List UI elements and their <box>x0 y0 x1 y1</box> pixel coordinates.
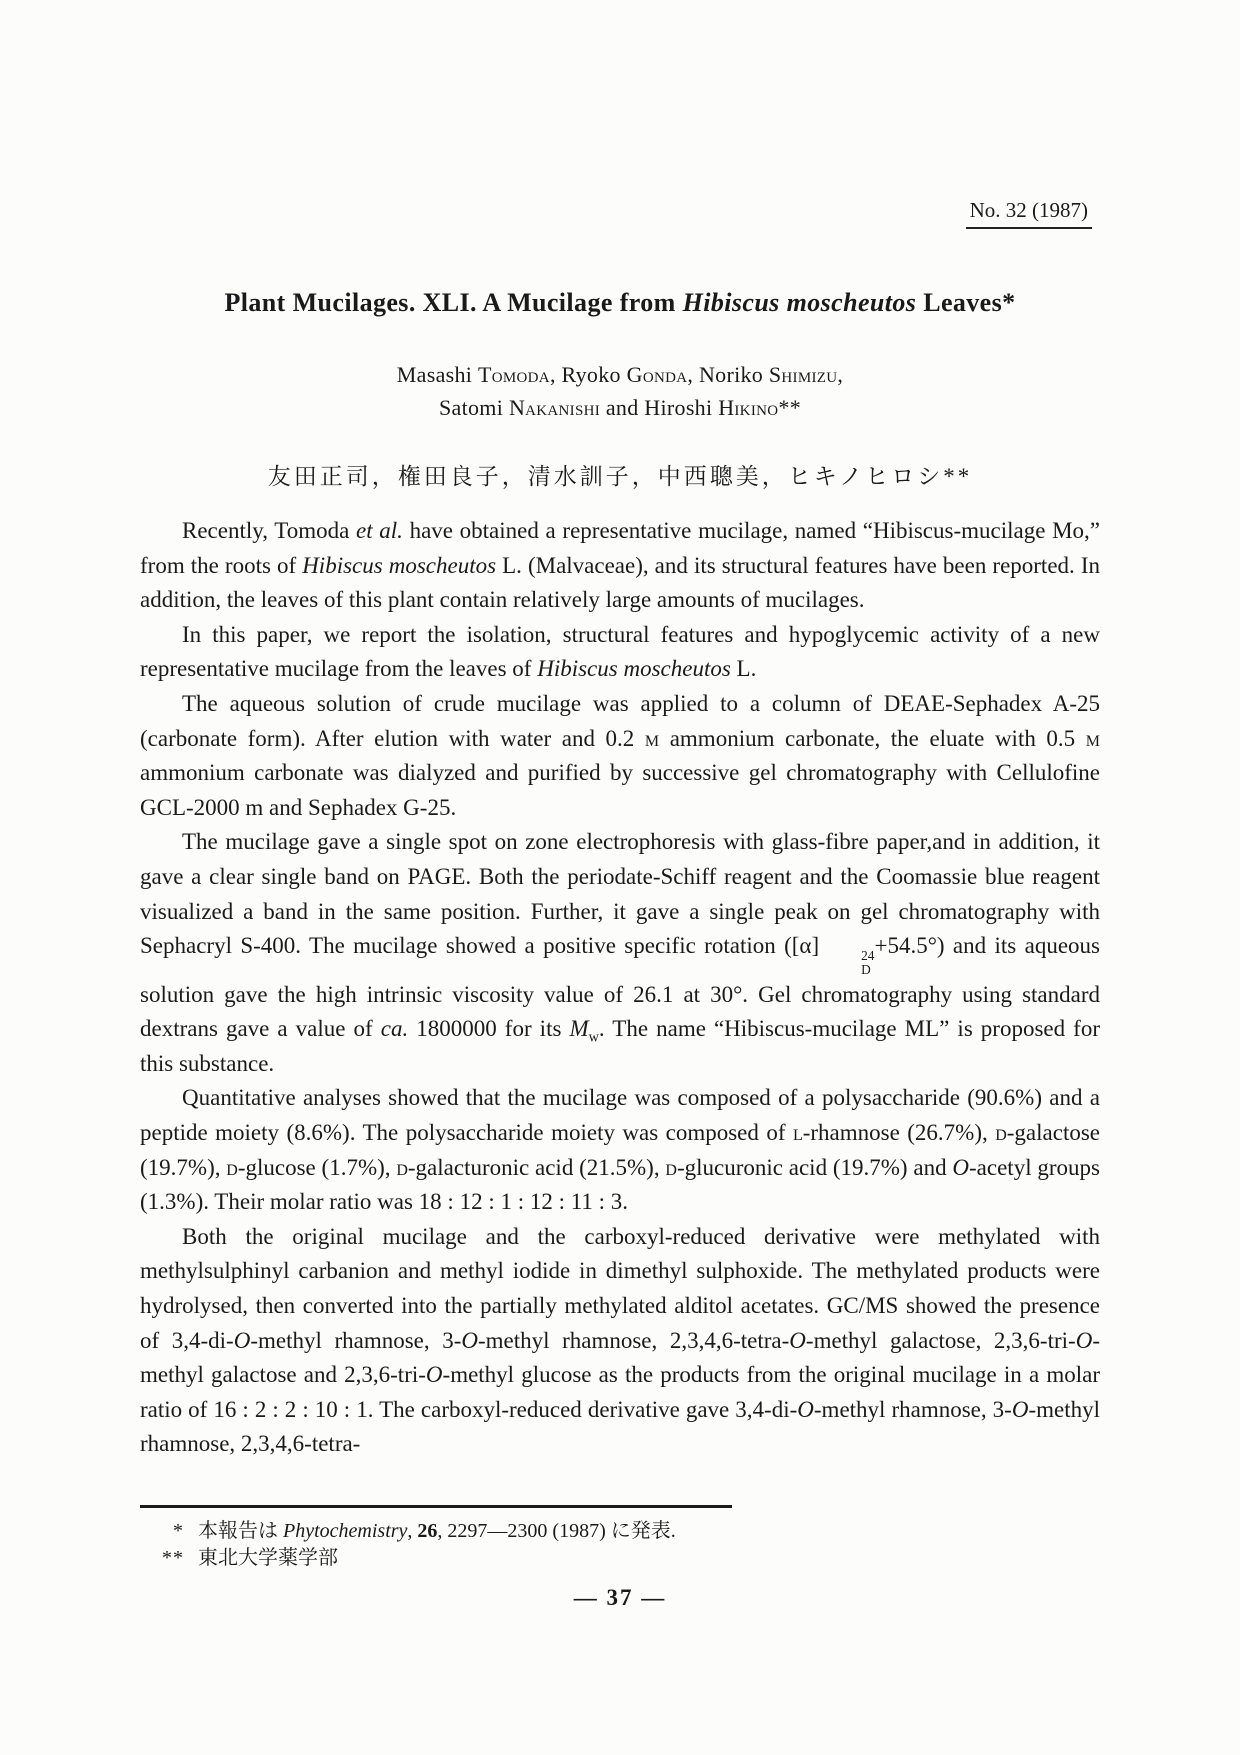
body-paragraph: Both the original mucilage and the carboxyl-reduced derivative were methylated with methylsulphinyl carbanion and methyl iodide in dimethyl sulphoxide. The methylated products were hydrolysed, then converted into the partially methylated alditol acetates. GC/MS showed the presence of 3,4-di-O-methyl rhamnose, 3-O-methyl rhamnose, 2,3,4,6-tetra-O-methyl galactose, 2,3,6-tri-O-methyl galactose and 2,3,6-tri-O-methyl glucose as the products from the original mucilage in a molar ratio of 16 : 2 : 2 : 10 : 1. The carboxyl-reduced derivative gave 3,4-di-O-methyl rhamnose, 3-O-methyl rhamnose, 2,3,4,6-tetra- <box>140 1223 1101 1457</box>
body-paragraph: In this paper, we report the isolation, structural features and hypoglycemic activity of a new representative mucilage from the leaves of Hibiscus moscheutos L. <box>140 621 1100 682</box>
footnote-item <box>140 1545 1100 1572</box>
page-number: — 37 — <box>573 1585 667 1610</box>
page-header <box>966 198 1092 229</box>
authors-line-1: Masashi Tomoda, Ryoko Gonda, Noriko Shimizu, <box>396 362 844 387</box>
paper-title: Plant Mucilages. XLI. A Mucilage from Hibiscus moscheutos Leaves* <box>224 288 1016 317</box>
body-paragraph: The aqueous solution of crude mucilage was applied to a column of DEAE-Sephadex A-25 (carbonate form). After elution with water and 0.2 m ammonium carbonate, the eluate with 0.5 m ammonium carbonate was dialyzed and purified by successive gel chromatography with Cellulofine GCL-2000 m and Sephadex G-25. <box>140 690 1100 820</box>
footnotes <box>140 1518 1100 1572</box>
footnote-marker: * <box>173 1520 184 1542</box>
issue-number: No. 32 (1987) <box>966 198 1092 229</box>
authors-line-2: Satomi Nakanishi and Hiroshi Hikino** <box>439 395 801 420</box>
footnote-divider <box>140 1505 732 1508</box>
authors-japanese: 友田正司，権田良子，清水訓子，中西聰美，ヒキノヒロシ** <box>267 464 973 489</box>
footnote-text: 本報告は Phytochemistry, 26, 2297—2300 (1987) に発表. <box>198 1520 676 1542</box>
footnote-item <box>140 1518 1100 1545</box>
article-body <box>140 514 1100 1462</box>
footnote-marker: ** <box>162 1547 184 1569</box>
footnote-text: 東北大学薬学部 <box>198 1547 338 1569</box>
body-paragraph: Quantitative analyses showed that the mucilage was composed of a polysaccharide (90.6%) and a peptide moiety (8.6%). The polysaccharide moiety was composed of l-rhamnose (26.7%), d-galactose (19.7%), d-glucose (1.7%), d-galacturonic acid (21.5%), d-glucuronic acid (19.7%) and O-acetyl groups (1.3%). Their molar ratio was 18 : 12 : 1 : 12 : 11 : 3. <box>140 1085 1100 1215</box>
body-paragraph: The mucilage gave a single spot on zone electrophoresis with glass-fibre paper,and in addition, it gave a clear single band on PAGE. Both the periodate-Schiff reagent and the Coomassie blue reagent visualized a band in the same position. Further, it gave a single peak on gel chromatography with Sephacryl S-400. The mucilage showed a positive specific rotation ([α] 24 D +54.5°) and its aqueous solution gave the high intrinsic viscosity value of 26.1 at 30°. Gel chromatography using standard dextrans gave a value of ca. 1800000 for its $M_w$. The name “Hibiscus-mucilage ML” is proposed for this substance. <box>140 829 1100 1076</box>
body-paragraph: Recently, Tomoda et al. have obtained a representative mucilage, named “Hibiscus-mucilage Mo,” from the roots of Hibiscus moscheutos L. (Malvaceae), and its structural features have been reported. In addition, the leaves of this plant contain relatively large amounts of mucilages. <box>140 518 1101 613</box>
